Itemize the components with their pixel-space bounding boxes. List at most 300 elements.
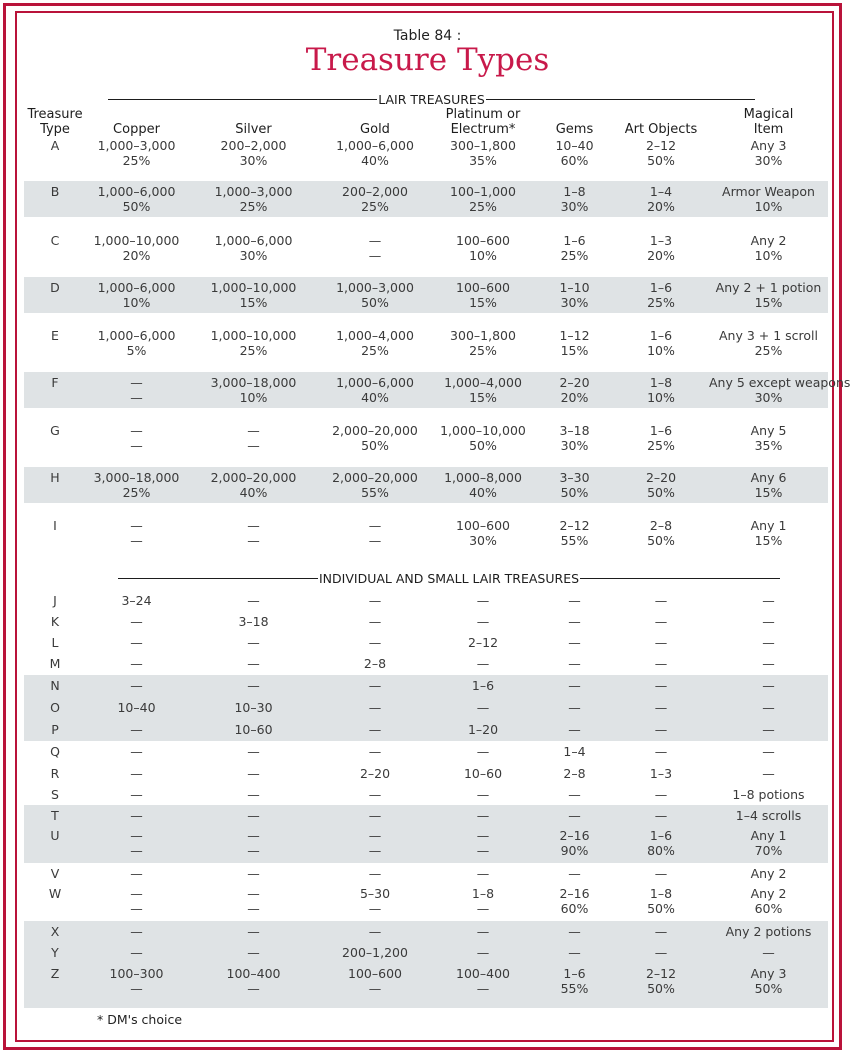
cell-magic-line1: —	[762, 722, 775, 737]
cell-silver	[187, 787, 320, 802]
cell-magic-line2: 30%	[754, 390, 783, 405]
cell-copper	[86, 722, 187, 737]
cell-gems	[536, 945, 613, 960]
cell-platinum	[430, 635, 536, 650]
cell-platinum	[430, 328, 536, 358]
cell-gems-line1: 2–12	[559, 518, 590, 533]
cell-platinum-line1: 100–1,000	[450, 184, 516, 199]
cell-silver-line1: —	[247, 886, 260, 901]
cell-magic-line1: Any 2 potions	[725, 924, 812, 939]
header-platinum-line2: Electrum*	[450, 122, 516, 137]
cell-silver	[187, 966, 320, 996]
cell-magic	[709, 656, 828, 671]
cell-silver-line1: —	[247, 866, 260, 881]
cell-art	[613, 966, 709, 996]
cell-silver	[187, 593, 320, 608]
cell-silver-line2: 15%	[239, 295, 268, 310]
cell-platinum	[430, 678, 536, 693]
cell-art-line1: —	[654, 866, 668, 881]
cell-copper	[86, 423, 187, 453]
cell-gold	[320, 766, 430, 781]
cell-silver-line2: —	[247, 533, 260, 548]
table-row-j	[24, 593, 828, 614]
cell-copper	[86, 233, 187, 263]
cell-gold-line2: —	[368, 981, 382, 996]
cell-magic	[709, 328, 828, 358]
cell-silver-line1: 3,000–18,000	[210, 375, 297, 390]
cell-silver	[187, 808, 320, 823]
header-magic-line1: Magical	[743, 107, 794, 122]
cell-gems	[536, 966, 613, 996]
cell-gems-line1: 2–16	[559, 886, 590, 901]
cell-gems	[536, 470, 613, 500]
table-row-i	[24, 518, 828, 554]
table-row-l	[24, 635, 828, 656]
cell-platinum	[430, 184, 536, 214]
cell-gold-line1: —	[368, 787, 382, 802]
cell-platinum-line1: 100–400	[456, 966, 510, 981]
footnote: * DM's choice	[97, 1012, 183, 1027]
cell-copper-line2: 25%	[122, 153, 151, 168]
cell-gold-line2: 25%	[361, 199, 389, 214]
cell-magic-line2: 15%	[754, 485, 783, 500]
cell-platinum-line2: —	[476, 901, 490, 916]
cell-gold-line2: 25%	[361, 343, 389, 358]
cell-silver	[187, 328, 320, 358]
cell-silver-line1: —	[247, 924, 260, 939]
cell-copper-line1: —	[130, 375, 143, 390]
cell-magic	[709, 184, 828, 214]
cell-gems-line1: 1–12	[559, 328, 590, 343]
cell-type: U	[50, 828, 60, 843]
cell-art-line2: 20%	[647, 199, 675, 214]
cell-art-line1: 2–8	[649, 518, 673, 533]
table-caption: Table 84 :	[393, 28, 462, 44]
table-row-c	[24, 233, 828, 269]
cell-gold	[320, 966, 430, 996]
cell-copper-line1: —	[130, 886, 143, 901]
cell-magic-line1: —	[762, 945, 775, 960]
table-row-u	[24, 825, 828, 863]
cell-gold	[320, 184, 430, 214]
cell-gold-line1: 2–20	[359, 766, 391, 781]
cell-silver-line1: 3–18	[238, 614, 269, 629]
cell-magic-line1: —	[762, 593, 775, 608]
cell-silver-line1: 10–60	[234, 722, 273, 737]
cell-magic-line1: —	[762, 678, 775, 693]
cell-gems	[536, 866, 613, 881]
cell-platinum-line1: 300–1,800	[450, 328, 516, 343]
cell-gold-line1: —	[368, 593, 382, 608]
cell-gold-line1: —	[368, 808, 382, 823]
cell-copper	[86, 375, 187, 405]
cell-platinum-line2: 30%	[469, 533, 497, 548]
cell-copper-line2: 20%	[122, 248, 151, 263]
cell-platinum-line1: —	[476, 828, 490, 843]
cell-gems-line1: 3–18	[559, 423, 590, 438]
cell-art	[613, 866, 709, 881]
cell-gems-line2: 30%	[560, 438, 589, 453]
cell-platinum-line1: 300–1,800	[450, 138, 516, 153]
header-treasure-type	[24, 107, 86, 137]
cell-magic-line1: —	[762, 635, 775, 650]
cell-silver	[187, 280, 320, 310]
cell-silver-line1: —	[247, 518, 260, 533]
cell-magic	[709, 966, 828, 996]
cell-copper-line2: 10%	[122, 295, 151, 310]
cell-silver-line1: —	[247, 423, 260, 438]
cell-art-line2: 50%	[647, 533, 675, 548]
cell-gems	[536, 635, 613, 650]
cell-gold	[320, 470, 430, 500]
cell-gems	[536, 766, 613, 781]
cell-platinum-line1: —	[476, 593, 490, 608]
cell-copper-line1: —	[130, 924, 143, 939]
cell-copper	[86, 966, 187, 996]
cell-silver	[187, 518, 320, 548]
cell-copper	[86, 808, 187, 823]
cell-gems-line1: 2–20	[559, 375, 590, 390]
cell-copper-line1: 3–24	[121, 593, 152, 608]
cell-silver	[187, 470, 320, 500]
cell-silver	[187, 722, 320, 737]
cell-copper-line1: 1,000–6,000	[97, 328, 176, 343]
cell-gold-line1: —	[368, 518, 382, 533]
cell-gems	[536, 518, 613, 548]
cell-gems-line1: —	[568, 945, 581, 960]
cell-gold	[320, 593, 430, 608]
cell-platinum-line2: 10%	[469, 248, 497, 263]
cell-silver-line2: 25%	[239, 343, 268, 358]
section-header-individual	[118, 571, 780, 586]
table-title: Treasure Types	[305, 42, 550, 78]
cell-gems	[536, 614, 613, 629]
cell-gold-line1: 1,000–6,000	[336, 138, 414, 153]
cell-gems-line1: —	[568, 808, 581, 823]
cell-platinum-line1: 1–6	[471, 678, 495, 693]
cell-platinum-line1: 1–8	[471, 886, 495, 901]
cell-art-line1: —	[654, 593, 668, 608]
cell-platinum	[430, 924, 536, 939]
cell-silver-line1: —	[247, 678, 260, 693]
cell-art-line2: 25%	[647, 295, 675, 310]
cell-art	[613, 808, 709, 823]
cell-copper	[86, 924, 187, 939]
cell-art	[613, 470, 709, 500]
cell-type: O	[50, 700, 60, 715]
cell-magic-line2: 15%	[754, 295, 783, 310]
cell-gold-line1: 1,000–4,000	[336, 328, 414, 343]
cell-silver	[187, 423, 320, 453]
cell-art	[613, 614, 709, 629]
cell-type: G	[50, 423, 60, 438]
cell-copper-line2: —	[130, 390, 143, 405]
cell-magic-line1: —	[762, 766, 775, 781]
cell-type: M	[49, 656, 61, 671]
cell-art	[613, 375, 709, 405]
cell-magic-line2: 50%	[754, 981, 783, 996]
cell-platinum-line1: 100–600	[456, 233, 510, 248]
cell-art	[613, 886, 709, 916]
cell-gems-line1: 3–30	[559, 470, 590, 485]
cell-art	[613, 945, 709, 960]
cell-gold	[320, 744, 430, 759]
cell-gold-line1: —	[368, 924, 382, 939]
cell-art-line1: —	[654, 744, 668, 759]
cell-platinum	[430, 787, 536, 802]
cell-gold	[320, 280, 430, 310]
cell-platinum	[430, 138, 536, 168]
cell-magic	[709, 470, 828, 500]
cell-art	[613, 233, 709, 263]
cell-silver	[187, 866, 320, 881]
cell-platinum-line1: —	[476, 945, 490, 960]
cell-copper	[86, 280, 187, 310]
cell-platinum-line1: 10–60	[463, 766, 503, 781]
cell-silver	[187, 375, 320, 405]
cell-magic-line1: Any 2	[750, 233, 787, 248]
cell-platinum	[430, 966, 536, 996]
cell-type: N	[50, 678, 60, 693]
cell-gems	[536, 678, 613, 693]
cell-gems-line1: 1–6	[563, 233, 586, 248]
cell-platinum-line1: —	[476, 808, 490, 823]
cell-gold	[320, 722, 430, 737]
cell-art-line1: 2–20	[645, 470, 677, 485]
cell-type: A	[50, 138, 60, 153]
cell-magic-line2: 10%	[754, 199, 783, 214]
cell-art-line1: —	[654, 945, 668, 960]
cell-gold-line2: 50%	[361, 438, 389, 453]
cell-gems	[536, 744, 613, 759]
cell-silver-line2: 10%	[239, 390, 268, 405]
cell-copper-line2: —	[130, 843, 143, 858]
cell-gold-line1: —	[368, 233, 382, 248]
cell-gold	[320, 614, 430, 629]
cell-type: D	[50, 280, 60, 295]
cell-magic	[709, 787, 828, 802]
cell-platinum-line2: 25%	[469, 199, 497, 214]
cell-magic-line2: 10%	[754, 248, 783, 263]
cell-gold-line1: —	[368, 866, 382, 881]
cell-copper	[86, 656, 187, 671]
cell-gems-line2: 25%	[560, 248, 589, 263]
cell-gems-line1: —	[568, 593, 581, 608]
cell-platinum	[430, 656, 536, 671]
cell-art-line1: 1–8	[649, 886, 673, 901]
cell-magic-line2: 35%	[754, 438, 783, 453]
section-header-lair	[108, 92, 755, 107]
cell-art	[613, 328, 709, 358]
table-row-n	[24, 675, 828, 697]
cell-copper-line2: —	[130, 981, 143, 996]
table-row-w	[24, 886, 828, 924]
cell-type: J	[53, 593, 57, 608]
cell-gold	[320, 828, 430, 858]
cell-gems-line1: —	[568, 924, 581, 939]
cell-platinum	[430, 766, 536, 781]
cell-platinum-line1: 2–12	[467, 635, 499, 650]
cell-gold-line2: 40%	[361, 153, 389, 168]
cell-gold-line1: 2,000–20,000	[332, 470, 418, 485]
cell-gems-line2: 20%	[560, 390, 589, 405]
cell-magic	[709, 138, 828, 168]
cell-art-line1: —	[654, 635, 668, 650]
cell-silver-line1: —	[247, 828, 260, 843]
cell-gold-line1: —	[368, 722, 382, 737]
cell-gold-line1: 5–30	[359, 886, 391, 901]
cell-silver-line2: —	[247, 438, 260, 453]
cell-art-line1: 2–12	[645, 138, 677, 153]
table-row-y	[24, 942, 828, 963]
cell-gold-line1: —	[368, 700, 382, 715]
cell-magic-line1: 1–8 potions	[732, 787, 805, 802]
cell-gold	[320, 138, 430, 168]
cell-magic-line1: Any 1	[750, 828, 787, 843]
cell-magic	[709, 593, 828, 608]
cell-magic	[709, 766, 828, 781]
cell-gems	[536, 924, 613, 939]
cell-type: L	[51, 635, 59, 650]
cell-gold	[320, 886, 430, 916]
cell-copper	[86, 614, 187, 629]
cell-copper-line1: —	[130, 656, 143, 671]
cell-art-line2: 50%	[647, 981, 675, 996]
cell-magic	[709, 886, 828, 916]
cell-art-line1: 1–6	[649, 280, 673, 295]
cell-gold-line1: 2–8	[363, 656, 387, 671]
cell-silver-line1: —	[247, 787, 260, 802]
cell-gold	[320, 375, 430, 405]
cell-art-line2: 10%	[647, 390, 675, 405]
cell-type: E	[51, 328, 59, 343]
cell-platinum-line1: —	[476, 614, 490, 629]
cell-art-line1: 1–4	[649, 184, 673, 199]
cell-magic	[709, 518, 828, 548]
cell-platinum-line2: 50%	[469, 438, 497, 453]
table-row-f	[24, 372, 851, 408]
cell-gold-line1: —	[368, 828, 382, 843]
cell-platinum-line2: 35%	[469, 153, 497, 168]
cell-silver-line1: 1,000–6,000	[214, 233, 293, 248]
header-copper: Copper	[113, 122, 160, 137]
cell-platinum	[430, 808, 536, 823]
cell-copper-line1: 1,000–10,000	[93, 233, 180, 248]
cell-silver	[187, 184, 320, 214]
cell-art-line1: 1–8	[649, 375, 673, 390]
cell-gems-line1: 1–8	[563, 184, 586, 199]
cell-art-line2: 80%	[647, 843, 675, 858]
cell-gold-line1: —	[368, 635, 382, 650]
cell-platinum	[430, 614, 536, 629]
cell-magic	[709, 280, 828, 310]
cell-silver-line1: 1,000–10,000	[210, 280, 297, 295]
cell-gold-line2: 50%	[361, 295, 389, 310]
cell-type: S	[51, 787, 59, 802]
cell-copper	[86, 744, 187, 759]
cell-magic-line1: Any 6	[750, 470, 787, 485]
cell-platinum	[430, 886, 536, 916]
table-row-h	[24, 467, 828, 503]
cell-platinum-line1: —	[476, 866, 490, 881]
cell-copper	[86, 184, 187, 214]
cell-gold	[320, 678, 430, 693]
cell-art-line1: —	[654, 656, 668, 671]
cell-gems-line1: —	[568, 722, 581, 737]
cell-magic	[709, 722, 828, 737]
cell-copper-line1: —	[130, 678, 143, 693]
cell-gold	[320, 423, 430, 453]
cell-gems-line2: 30%	[560, 295, 589, 310]
cell-silver	[187, 945, 320, 960]
cell-gold-line1: 1,000–6,000	[336, 375, 414, 390]
cell-silver-line1: 200–2,000	[220, 138, 287, 153]
cell-gems-line2: 60%	[560, 153, 589, 168]
cell-gold	[320, 328, 430, 358]
table-row-p	[24, 719, 828, 741]
cell-magic-line1: Armor Weapon	[722, 184, 815, 199]
cell-silver-line1: 1,000–10,000	[210, 328, 297, 343]
table-row-o	[24, 697, 828, 719]
cell-platinum	[430, 518, 536, 548]
cell-type: Y	[51, 945, 59, 960]
cell-art	[613, 744, 709, 759]
cell-gems-line2: 60%	[560, 901, 589, 916]
cell-platinum-line2: 15%	[469, 295, 497, 310]
cell-gems-line1: —	[568, 656, 581, 671]
cell-platinum-line1: —	[476, 924, 490, 939]
cell-copper-line1: —	[130, 722, 143, 737]
cell-platinum	[430, 375, 536, 405]
cell-art	[613, 138, 709, 168]
cell-gold	[320, 656, 430, 671]
cell-gems	[536, 328, 613, 358]
cell-silver	[187, 700, 320, 715]
cell-magic-line2: 60%	[754, 901, 783, 916]
cell-gems-line1: —	[568, 614, 581, 629]
table-row-k	[24, 614, 828, 635]
cell-magic	[709, 924, 828, 939]
cell-art	[613, 678, 709, 693]
cell-art-line1: 1–6	[649, 828, 673, 843]
cell-magic-line1: Any 3	[750, 138, 787, 153]
cell-art-line1: 1–3	[649, 233, 673, 248]
cell-type: I	[53, 518, 57, 533]
cell-art-line1: —	[654, 700, 668, 715]
cell-gems	[536, 138, 613, 168]
cell-art-line1: 1–6	[649, 423, 673, 438]
header-magical-item	[709, 107, 828, 137]
cell-gems-line1: —	[568, 866, 581, 881]
cell-copper-line1: 1,000–3,000	[97, 138, 176, 153]
cell-type: T	[51, 808, 59, 823]
cell-magic-line1: —	[762, 614, 775, 629]
cell-art	[613, 656, 709, 671]
cell-gold-line2: —	[368, 248, 382, 263]
cell-silver-line1: 10–30	[234, 700, 273, 715]
cell-silver	[187, 614, 320, 629]
cell-gems	[536, 233, 613, 263]
header-type-line1: Treasure	[27, 107, 83, 122]
cell-gold-line1: 1,000–3,000	[336, 280, 414, 295]
cell-copper-line2: 50%	[122, 199, 151, 214]
cell-gold	[320, 787, 430, 802]
cell-gems-line1: 1–4	[563, 744, 586, 759]
cell-type: P	[51, 722, 59, 737]
cell-magic-line2: 15%	[754, 533, 783, 548]
cell-magic	[709, 808, 828, 823]
cell-copper-line1: —	[130, 766, 143, 781]
